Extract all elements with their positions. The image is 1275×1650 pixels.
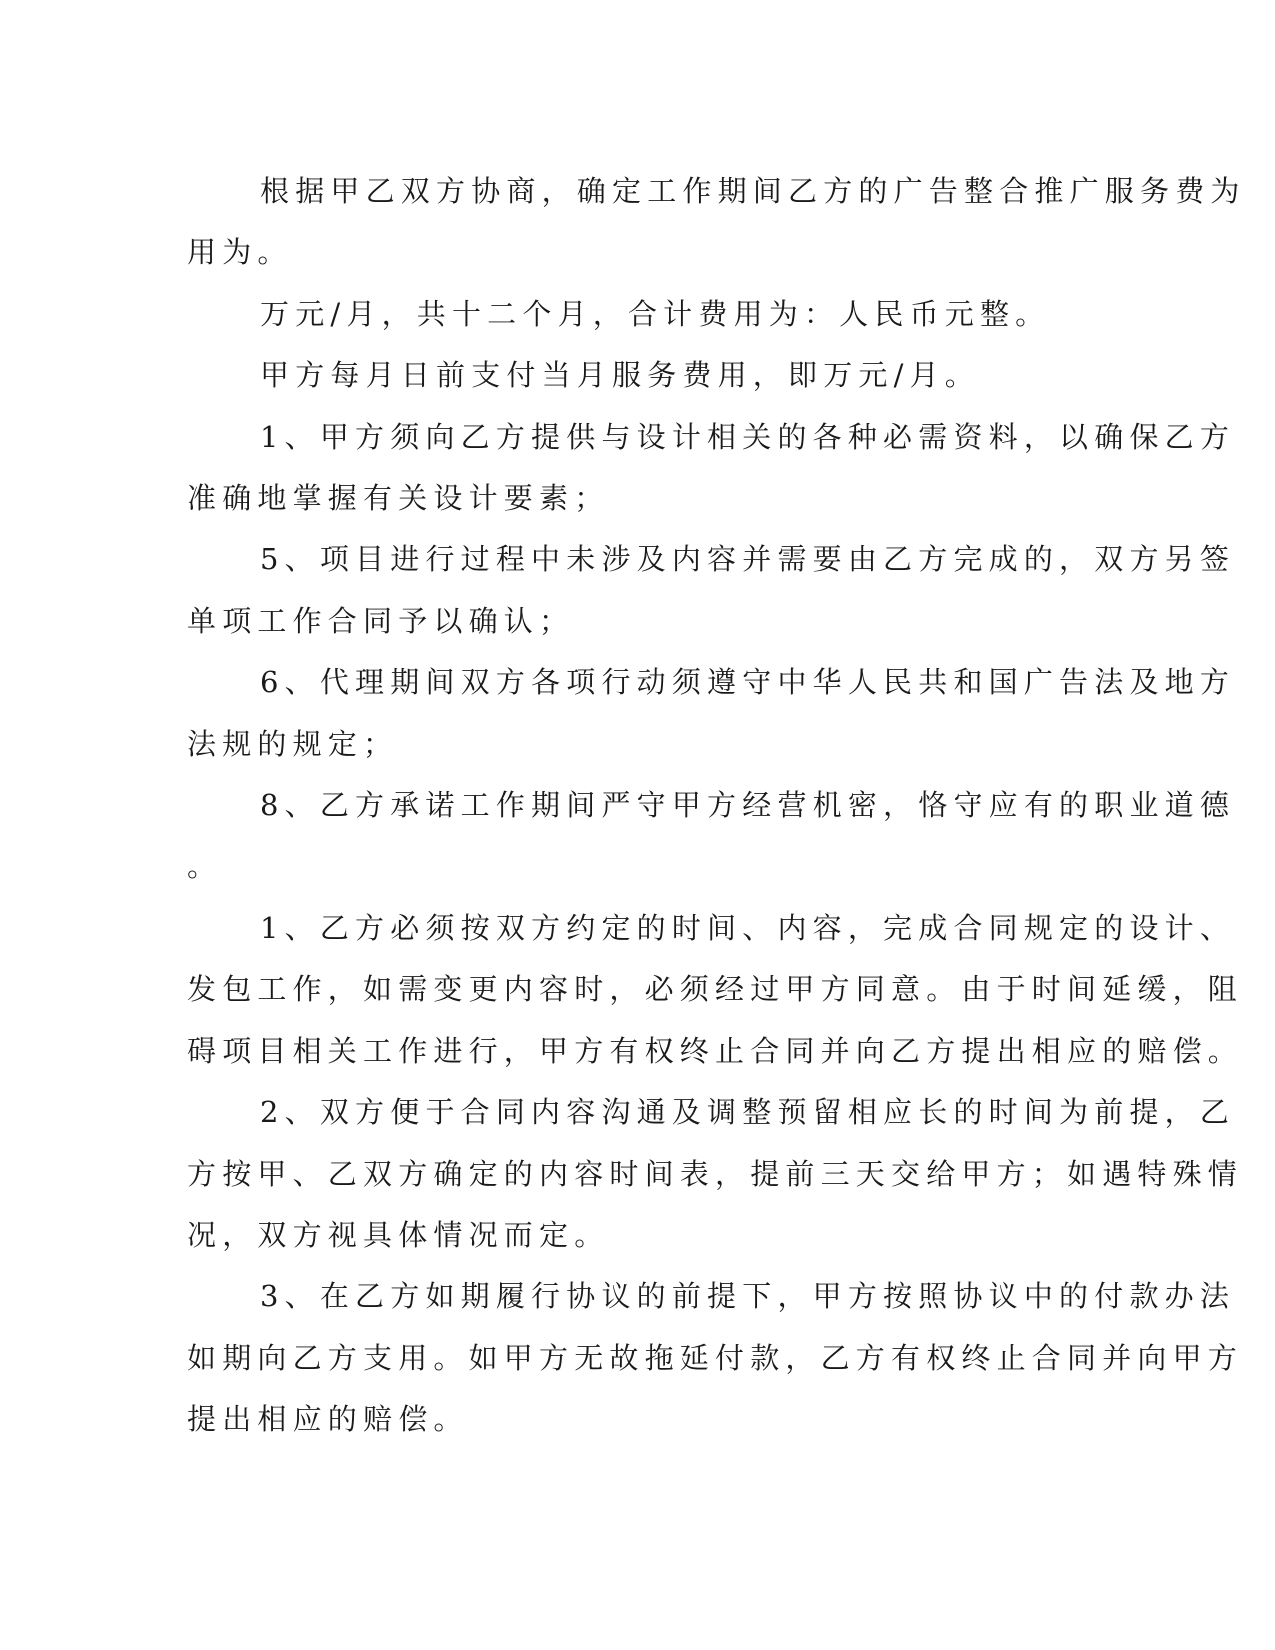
- paragraph-service-fee: [187, 161, 1246, 284]
- text-line: 根据甲乙双方协商，确定工作期间乙方的广告整合推广服务费为: [260, 174, 1246, 208]
- paragraph-clause-b1: [187, 898, 1244, 1082]
- paragraph-clause-a8: [187, 775, 1236, 898]
- paragraph-clause-b3: [187, 1266, 1244, 1450]
- document-body: [187, 161, 1246, 1451]
- text-line: 方按甲、乙双方确定的内容时间表，提前三天交给甲方；如遇特殊情: [187, 1156, 1244, 1191]
- text-line: 单项工作合同予以确认；: [187, 603, 575, 638]
- paragraph-clause-a6: [187, 652, 1236, 775]
- text-line: 况，双方视具体情况而定。: [187, 1217, 610, 1252]
- text-line: 5、项目进行过程中未涉及内容并需要由乙方完成的，双方另签: [260, 542, 1236, 577]
- text-line: 准确地掌握有关设计要素；: [187, 481, 610, 516]
- paragraph-monthly-total: [187, 284, 1062, 345]
- text-line: 。: [187, 849, 223, 884]
- text-line: 1、乙方必须按双方约定的时间、内容，完成合同规定的设计、: [260, 910, 1236, 945]
- paragraph-clause-b2: [187, 1082, 1244, 1266]
- text-line: 提出相应的赔偿。: [187, 1402, 469, 1437]
- text-line: 碍项目相关工作进行，甲方有权终止合同并向乙方提出相应的赔偿。: [187, 1033, 1244, 1068]
- text-line: 如期向乙方支用。如甲方无故拖延付款，乙方有权终止合同并向甲方: [187, 1340, 1244, 1375]
- paragraph-clause-a5: [187, 529, 1236, 652]
- text-line: 1、甲方须向乙方提供与设计相关的各种必需资料，以确保乙方: [260, 419, 1236, 454]
- text-line: 2、双方便于合同内容沟通及调整预留相应长的时间为前提，乙: [260, 1095, 1236, 1130]
- text-line: 3、在乙方如期履行协议的前提下，甲方按照协议中的付款办法: [260, 1279, 1236, 1314]
- text-line: 发包工作，如需变更内容时，必须经过甲方同意。由于时间延缓，阻: [187, 972, 1244, 1007]
- text-line: 甲方每月日前支付当月服务费用，即万元/月。: [260, 358, 980, 393]
- text-line: 万元/月，共十二个月，合计费用为：人民币元整。: [260, 296, 1051, 331]
- text-line: 6、代理期间双方各项行动须遵守中华人民共和国广告法及地方: [260, 665, 1236, 700]
- paragraph-payment-date: [187, 345, 1062, 406]
- text-line: 法规的规定；: [187, 726, 399, 761]
- paragraph-clause-a1: [187, 407, 1236, 530]
- text-line: 8、乙方承诺工作期间严守甲方经营机密，恪守应有的职业道德: [260, 788, 1236, 823]
- text-line: 用为。: [187, 235, 293, 270]
